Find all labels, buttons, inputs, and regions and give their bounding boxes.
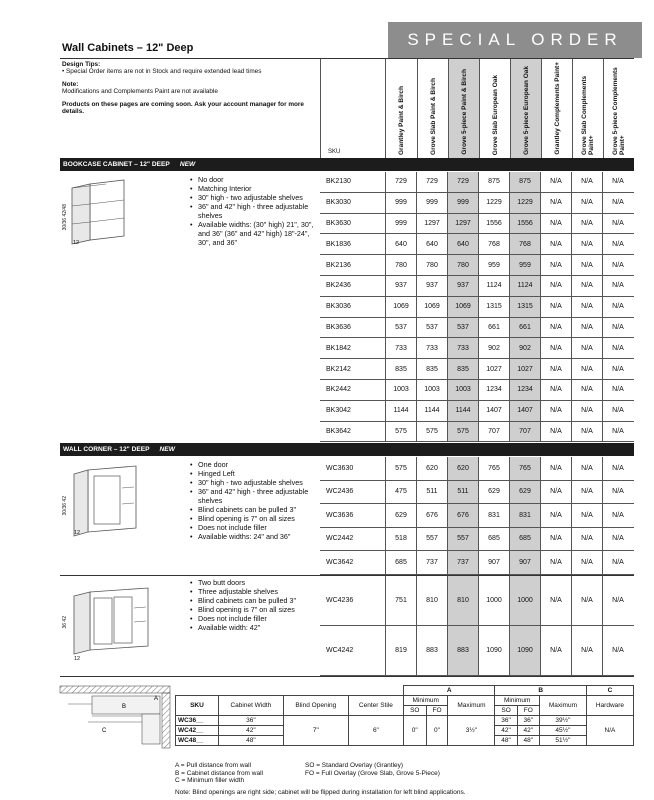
feature-item: • 36" and 42" high - three adjustable shelves: [190, 202, 320, 220]
price-cell: N/A: [571, 234, 602, 254]
price-cell: 1556: [509, 214, 540, 234]
price-cell: 676: [447, 504, 478, 527]
price-cell: N/A: [602, 214, 633, 234]
sku-cell: WC4242: [326, 647, 354, 654]
price-cell: 1000: [509, 576, 540, 625]
price-cell: 959: [478, 255, 509, 275]
price-cell: 1144: [447, 401, 478, 421]
price-cell: 765: [478, 457, 509, 480]
height-label: 30/36 42: [62, 496, 68, 516]
sku-cell: BK3042: [326, 407, 351, 415]
price-cell: 1315: [478, 297, 509, 317]
dimensions-table-wrap: [175, 685, 634, 746]
sku-cell: BK2442: [326, 386, 351, 394]
table-row: [320, 214, 634, 235]
price-cell: 640: [416, 234, 447, 254]
price-cell: 907: [478, 551, 509, 574]
price-cell: 729: [447, 172, 478, 192]
price-cell: N/A: [540, 401, 571, 421]
price-cell: N/A: [602, 481, 633, 504]
price-cell: 1090: [478, 626, 509, 675]
corner2-features: [190, 578, 320, 632]
feature-item: • Available widths: (30" high) 21", 30", and 36" (36" and 42" high) 18"-24", 30", and 36": [190, 220, 320, 247]
price-cell: N/A: [571, 214, 602, 234]
feature-item: • 30" high - two adjustable shelves: [190, 478, 320, 487]
label-c: C: [102, 728, 107, 734]
price-cell: N/A: [571, 338, 602, 358]
price-cell: N/A: [571, 172, 602, 192]
feature-item: • 36" and 42" high - three adjustable shelves: [190, 487, 320, 505]
price-cell: 937: [447, 276, 478, 296]
sku-cell: BK3636: [326, 323, 351, 331]
price-cell: 1069: [385, 297, 416, 317]
price-cell: N/A: [571, 457, 602, 480]
price-cell: N/A: [602, 234, 633, 254]
depth-label: 12: [74, 530, 81, 536]
feature-item: • Three adjustable shelves: [190, 587, 320, 596]
wall-corner-drawing: [66, 462, 146, 540]
price-cell: N/A: [571, 551, 602, 574]
price-cell: 1144: [385, 401, 416, 421]
special-order-banner: SPECIAL ORDER: [388, 22, 642, 58]
price-cell: 511: [447, 481, 478, 504]
table-row: [320, 338, 634, 359]
price-cell: 685: [478, 528, 509, 551]
table-row: [320, 422, 634, 443]
depth-label: 12: [73, 240, 80, 246]
price-cell: 518: [385, 528, 416, 551]
sku-cell: BK2142: [326, 365, 351, 373]
price-cell: 1027: [478, 359, 509, 379]
section-corner-title: WALL CORNER – 12" DEEP NEW: [60, 443, 634, 456]
price-cell: 819: [385, 626, 416, 675]
price-cell: N/A: [571, 359, 602, 379]
table-row: [320, 276, 634, 297]
sku-cell: BK2130: [326, 178, 351, 186]
price-cell: 729: [416, 172, 447, 192]
price-cell: 831: [478, 504, 509, 527]
feature-item: • 30" high - two adjustable shelves: [190, 193, 320, 202]
price-cell: 729: [385, 172, 416, 192]
col-header: Grove 5-piece Paint & Birch: [448, 59, 479, 159]
price-cell: 707: [478, 422, 509, 442]
price-cell: N/A: [540, 255, 571, 275]
price-cell: 768: [509, 234, 540, 254]
page-title: Wall Cabinets – 12" Deep: [62, 42, 194, 54]
dimensions-table: A B C SKU Cabinet Width Blind Opening Center Stile Minimum Maximum Minimum Maximum Hardware SO FO SO FO WC36__ 36" 7" 6" 0" 0" 3½" 36" 36" 39½" N/A WC42__ 42" 42" 42" 45½" WC48__ 48" 48" 48" 51½": [175, 685, 634, 746]
feature-item: • Available widths: 24" and 36": [190, 532, 320, 541]
price-cell: N/A: [571, 504, 602, 527]
price-cell: 875: [478, 172, 509, 192]
price-cell: 1234: [478, 380, 509, 400]
price-cell: 1069: [416, 297, 447, 317]
sku-cell: BK1836: [326, 240, 351, 248]
feature-item: • Hinged Left: [190, 469, 320, 478]
price-cell: 902: [509, 338, 540, 358]
price-cell: 661: [509, 318, 540, 338]
note-heading: Note:: [62, 80, 79, 88]
price-cell: N/A: [540, 359, 571, 379]
wall-corner-double-drawing: [66, 584, 156, 664]
sku-cell: BK3030: [326, 199, 351, 207]
feature-item: • Available width: 42": [190, 623, 320, 632]
price-cell: N/A: [540, 318, 571, 338]
price-cell: 883: [416, 626, 447, 675]
price-cell: 831: [509, 504, 540, 527]
price-cell: N/A: [540, 172, 571, 192]
price-cell: 557: [447, 528, 478, 551]
sku-cell: BK3036: [326, 303, 351, 311]
table-row: [320, 255, 634, 276]
table-row: [320, 318, 634, 339]
price-cell: 737: [416, 551, 447, 574]
price-cell: 902: [478, 338, 509, 358]
design-tips: [62, 61, 317, 115]
price-cell: 751: [385, 576, 416, 625]
price-cell: 733: [385, 338, 416, 358]
legend-right: SO = Standard Overlay (Grantley) FO = Full Overlay (Grove Slab, Grove 5-Piece): [305, 762, 440, 777]
price-cell: 1003: [447, 380, 478, 400]
bookcase-features: [190, 175, 320, 247]
price-cell: 1229: [509, 193, 540, 213]
price-cell: N/A: [540, 504, 571, 527]
price-cell: 1124: [509, 276, 540, 296]
table-row: [320, 457, 634, 481]
section-bookcase-title: BOOKCASE CABINET – 12" DEEP NEW: [60, 158, 634, 171]
depth-label: 12: [74, 656, 81, 662]
table-row: [320, 172, 634, 193]
price-cell: N/A: [540, 276, 571, 296]
price-cell: 1069: [447, 297, 478, 317]
price-cell: 999: [385, 214, 416, 234]
price-cell: N/A: [571, 422, 602, 442]
price-cell: N/A: [602, 457, 633, 480]
price-cell: 1090: [509, 626, 540, 675]
price-cell: N/A: [540, 528, 571, 551]
sku-column-header: SKU: [328, 149, 341, 155]
price-cell: 640: [447, 234, 478, 254]
price-cell: 1144: [416, 401, 447, 421]
price-cell: N/A: [602, 528, 633, 551]
price-cell: N/A: [602, 504, 633, 527]
table-header: [60, 58, 634, 158]
price-cell: N/A: [602, 626, 633, 675]
price-cell: N/A: [602, 338, 633, 358]
feature-item: • One door: [190, 460, 320, 469]
feature-item: • Does not include filler: [190, 614, 320, 623]
price-cell: 780: [385, 255, 416, 275]
price-cell: 685: [385, 551, 416, 574]
bookcase-price-rows: [320, 172, 634, 442]
price-cell: 537: [385, 318, 416, 338]
price-cell: N/A: [571, 318, 602, 338]
price-cell: N/A: [602, 318, 633, 338]
price-cell: N/A: [602, 255, 633, 275]
price-cell: 629: [385, 504, 416, 527]
price-cell: 640: [385, 234, 416, 254]
col-header: Grantley Paint & Birch: [398, 86, 405, 155]
price-cell: N/A: [602, 401, 633, 421]
price-cell: 557: [416, 528, 447, 551]
price-cell: 620: [447, 457, 478, 480]
section-divider: [60, 676, 634, 677]
price-cell: 1003: [385, 380, 416, 400]
table-row: [320, 380, 634, 401]
corner-features: [190, 460, 320, 541]
price-cell: N/A: [602, 422, 633, 442]
sku-cell: BK3642: [326, 427, 351, 435]
table-row: [320, 193, 634, 214]
sku-cell: WC4236: [326, 597, 354, 604]
price-cell: N/A: [602, 359, 633, 379]
price-cell: 1234: [509, 380, 540, 400]
price-cell: 575: [416, 422, 447, 442]
price-cell: N/A: [571, 276, 602, 296]
price-cell: 1297: [416, 214, 447, 234]
tips-heading: Design Tips:: [62, 61, 101, 68]
table-row: [320, 551, 634, 575]
col-header: Grove Slab Complements Paint+: [572, 59, 603, 159]
price-cell: 661: [478, 318, 509, 338]
price-cell: 810: [447, 576, 478, 625]
price-cell: N/A: [540, 380, 571, 400]
price-cell: N/A: [602, 551, 633, 574]
label-b: B: [122, 704, 127, 710]
price-cell: N/A: [602, 193, 633, 213]
price-cell: 907: [509, 551, 540, 574]
price-cell: N/A: [571, 255, 602, 275]
price-cell: N/A: [571, 481, 602, 504]
price-cell: 707: [509, 422, 540, 442]
price-cell: N/A: [571, 193, 602, 213]
price-cell: N/A: [540, 576, 571, 625]
price-cell: 780: [447, 255, 478, 275]
legend-left: A = Pull distance from wall B = Cabinet distance from wall C = Minimum filler width: [175, 762, 263, 784]
col-header: Grove Slab Paint & Birch: [417, 59, 448, 159]
price-cell: N/A: [540, 338, 571, 358]
price-cell: 835: [385, 359, 416, 379]
col-header: Grove Slab European Oak: [479, 59, 510, 159]
price-cell: N/A: [540, 481, 571, 504]
price-cell: 733: [447, 338, 478, 358]
col-header: Grove 5-piece European Oak: [510, 59, 541, 159]
table-row: [320, 234, 634, 255]
sku-cell: WC3630: [326, 464, 354, 472]
price-cell: N/A: [602, 297, 633, 317]
price-cell: 676: [416, 504, 447, 527]
price-cell: 1003: [416, 380, 447, 400]
price-cell: 875: [509, 172, 540, 192]
price-cell: N/A: [571, 297, 602, 317]
price-cell: 1315: [509, 297, 540, 317]
price-cell: N/A: [571, 380, 602, 400]
price-cell: N/A: [540, 551, 571, 574]
price-cell: N/A: [540, 214, 571, 234]
label-a: A: [154, 696, 159, 702]
price-cell: 835: [447, 359, 478, 379]
table-row: [320, 576, 634, 626]
price-cell: 765: [509, 457, 540, 480]
price-cell: 1229: [478, 193, 509, 213]
sku-cell: BK1842: [326, 344, 351, 352]
price-cell: 883: [447, 626, 478, 675]
price-cell: 620: [416, 457, 447, 480]
price-cell: N/A: [540, 422, 571, 442]
price-cell: 575: [447, 422, 478, 442]
price-cell: 733: [416, 338, 447, 358]
price-cell: N/A: [602, 380, 633, 400]
feature-item: • No door: [190, 175, 320, 184]
divider: [320, 59, 321, 159]
price-cell: 575: [385, 422, 416, 442]
table-row: [320, 626, 634, 676]
price-cell: 1297: [447, 214, 478, 234]
note-text: Modifications and Complements Paint are not available: [62, 88, 218, 96]
price-cell: N/A: [602, 576, 633, 625]
table-row: [320, 481, 634, 505]
price-cell: 629: [509, 481, 540, 504]
corner2-price-rows: [320, 576, 634, 676]
price-cell: 937: [385, 276, 416, 296]
feature-item: • Blind opening is 7" on all sizes: [190, 514, 320, 523]
price-cell: N/A: [571, 576, 602, 625]
price-cell: 999: [416, 193, 447, 213]
sku-cell: BK2136: [326, 261, 351, 269]
price-cell: 537: [416, 318, 447, 338]
price-cell: 810: [416, 576, 447, 625]
table-row: [320, 504, 634, 528]
sku-cell: WC3642: [326, 558, 354, 566]
tip-item: • Special Order items are not in Stock and require extended lead times: [62, 68, 262, 76]
feature-item: • Does not include filler: [190, 523, 320, 532]
price-cell: 737: [447, 551, 478, 574]
price-cell: 1407: [478, 401, 509, 421]
price-cell: 685: [509, 528, 540, 551]
price-cell: 768: [478, 234, 509, 254]
feature-item: • Matching Interior: [190, 184, 320, 193]
price-cell: N/A: [540, 626, 571, 675]
blind-corner-diagram: [58, 684, 173, 754]
price-cell: N/A: [540, 457, 571, 480]
footnote: Note: Blind openings are right side; cabinet will be flipped during installation for left blind applications.: [175, 789, 466, 796]
price-cell: 629: [478, 481, 509, 504]
price-cell: N/A: [571, 401, 602, 421]
height-label: 30/36 42/48: [62, 204, 68, 231]
sku-cell: WC2442: [326, 535, 354, 543]
coming-soon-text: Products on these pages are coming soon. Ask your account manager for more details.: [62, 100, 304, 116]
price-cell: 511: [416, 481, 447, 504]
price-cell: 835: [416, 359, 447, 379]
price-cell: 1000: [478, 576, 509, 625]
table-row: [320, 528, 634, 552]
price-cell: 537: [447, 318, 478, 338]
sku-cell: WC2436: [326, 488, 354, 496]
table-row: [320, 359, 634, 380]
price-cell: 999: [447, 193, 478, 213]
price-cell: N/A: [602, 276, 633, 296]
table-row: [320, 297, 634, 318]
price-cell: 959: [509, 255, 540, 275]
col-header: Grove 5-piece Complements Paint+: [603, 59, 634, 159]
price-cell: N/A: [540, 193, 571, 213]
price-cell: 475: [385, 481, 416, 504]
price-cell: 1124: [478, 276, 509, 296]
price-cell: 999: [385, 193, 416, 213]
corner-price-rows: [320, 457, 634, 575]
price-cell: 575: [385, 457, 416, 480]
price-cell: N/A: [540, 234, 571, 254]
price-cell: N/A: [602, 172, 633, 192]
sku-cell: BK3630: [326, 219, 351, 227]
height-label: 36 42: [62, 616, 68, 629]
sku-cell: WC3636: [326, 511, 354, 519]
feature-item: • Blind cabinets can be pulled 3": [190, 596, 320, 605]
price-cell: 937: [416, 276, 447, 296]
price-cell: N/A: [571, 626, 602, 675]
feature-item: • Blind cabinets can be pulled 3": [190, 505, 320, 514]
feature-item: • Two butt doors: [190, 578, 320, 587]
sku-cell: BK2436: [326, 282, 351, 290]
feature-item: • Blind opening is 7" on all sizes: [190, 605, 320, 614]
price-cell: 780: [416, 255, 447, 275]
col-header: Grantley Complements Paint+: [541, 59, 572, 159]
price-cell: 1556: [478, 214, 509, 234]
price-cell: 1027: [509, 359, 540, 379]
price-cell: N/A: [540, 297, 571, 317]
price-cell: N/A: [571, 528, 602, 551]
table-row: [320, 401, 634, 422]
price-cell: 1407: [509, 401, 540, 421]
